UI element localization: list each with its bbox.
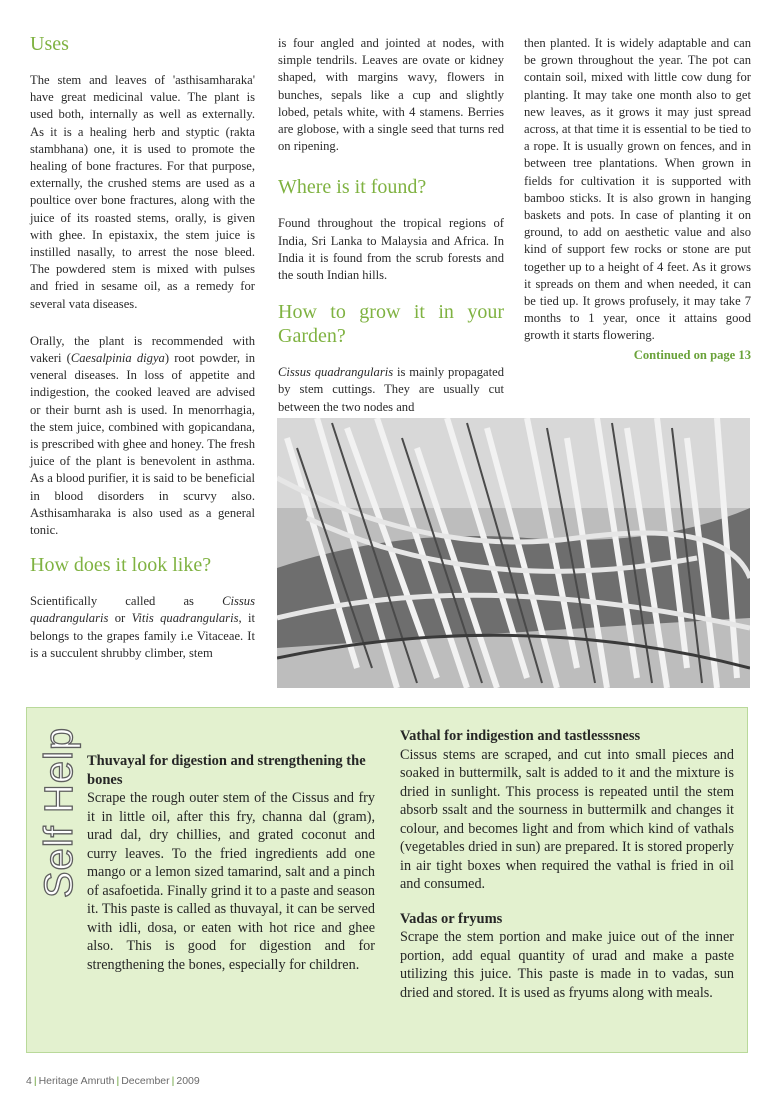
recipe-thuvayal-text: Scrape the rough outer stem of the Cissus and fry it in little oil, after this fry, channa dal (gram), urad dal, dry chillies, and grated coconut and curry leaves. To the fried ingredients add one mango or a lemon sized tamarind, salt and a pinch of asafoetida. Finally grind it to a paste and season it. This paste is called as thuvayal, it can be served with idli, dosa, or eaten with hot rice and ghee also. This is good for digestion and for strengthening the bones, especially for children. (87, 790, 375, 973)
grow-paragraph-continued: then planted. It is widely adaptable and can be grown throughout the year. The pot can contain soil, mixed with little cow dung for planting. It may take one month also to get new leaves, as it grows it may just spread across, at that time it is essential to be tied to a rope. It is usually grown on fences, and in between tree plantations. When grown in fields for cultivation it is supported with bamboo sticks. It is also grown in hanging baskets and pots. In case of planting it on ground, to add on aesthetic value and also kind of support few rocks or stone are put together up to a height of 4 feet. As it grows it spreads on them and when needed, it can be tied up. It grows profusely, it may take 7 months to 1 year, once it attains good growth it starts flowering. (524, 36, 751, 343)
grow-paragraph: Cissus quadrangularis is mainly propagated by stem cuttings. They are usually cut between the two nodes and (278, 365, 504, 414)
page-number: 4 (26, 1075, 32, 1087)
page-footer: 4 | Heritage Amruth | December | 2009 (26, 1075, 200, 1087)
description-paragraph: is four angled and jointed at nodes, with simple tendrils. Leaves are ovate or kidney shaped, with margins wavy, flowers in bunches, sepals like a cup and slightly lobed, petals white, with 4 stamens. Berries are globose, with a single seed that turns red on ripening. (278, 36, 504, 154)
recipe-thuvayal (87, 752, 375, 974)
issue-month: December (121, 1075, 170, 1087)
uses-paragraph-2: Orally, the plant is recommended with vakeri (Caesalpinia digya) root powder, in veneral diseases. In loss of appetite and indigestion, the cooked leaved are advised or their burnt ash is used. In menorrhagia, the stem juice, combined with gopicandana, is prescribed with ghee and honey. The fresh juice of the plant is benevolent in asthma. As a blood purifier, it is said to be beneficial in blood disorders in scurvy also. Asthisamharaka is also used as a general tonic. (30, 333, 256, 538)
cissus-photo (277, 418, 750, 688)
column-1 (30, 32, 255, 676)
continued-link[interactable]: Continued on page 13 (633, 347, 751, 362)
recipe-vathal-text: Cissus stems are scraped, and cut into small pieces and soaked in buttermilk, salt is added to it and the mixture is dried in sunlight. This process is repeated until the stem absorb ssalt and the sourness in buttermilk and changes it colour, and becomes light and from which kind of vathals (vegetables dried in sun) are prepared. It is stored properly in air tight boxes when required the vathal is fried in oil and consumed. (400, 746, 734, 892)
column-2 (278, 35, 504, 430)
recipe-vadas-title: Vadas or fryums (400, 910, 503, 927)
heading-how-look: How does it look like? (30, 554, 212, 577)
self-help-title: Self Help (37, 726, 82, 898)
look-paragraph: Scientifically called as Cissus quadrangularis or Vitis quadrangularis, it belongs to the grapes family i.e Vitaceae. It is a succulent shrubby climber, stem (30, 594, 255, 660)
recipe-vadas-text: Scrape the stem portion and make juice out of the inner portion, add equal quantity of urad and make a paste utilizing this juice. This paste is made in to vadas, sun dried and stored. It is used as fryums along with meals. (400, 929, 734, 1001)
heading-how-grow: How to grow it in your Garden? (278, 301, 504, 348)
uses-paragraph-1: The stem and leaves of 'asthisamharaka' have great medicinal value. The plant is used both, internally as well as externally. As it is a healing herb and styptic (rakta stambhana) one, it is used to promote the healing of bone fractures. For that purpose, externally, the crushed stems are used as a poultice over bone fractures, along with the juice of its roasted stems, orally, is given with ghee. In epistaxix, the stem juice is instilled nasally, to arrest the nose bleed. The powdered stem is mixed with pulses and fried in sesame oil, as a remedy for several vata diseases. (30, 73, 255, 311)
self-help-box (26, 707, 748, 1053)
column-3 (524, 35, 751, 364)
heading-uses: Uses (30, 33, 69, 55)
where-paragraph: Found throughout the tropical regions of India, Sri Lanka to Malaysia and Africa. In India it is found from the scrub forests and the south Indian hills. (278, 216, 504, 283)
issue-year: 2009 (176, 1075, 200, 1087)
recipe-vathal-title: Vathal for indigestion and tastlesssness (400, 728, 641, 744)
publication-name: Heritage Amruth (38, 1075, 115, 1087)
recipe-thuvayal-title: Thuvayal for digestion and strengthening the bones (87, 753, 366, 788)
cissus-stems-illustration (277, 418, 750, 688)
heading-where-found: Where is it found? (278, 176, 427, 199)
recipe-vathal (400, 727, 734, 1002)
